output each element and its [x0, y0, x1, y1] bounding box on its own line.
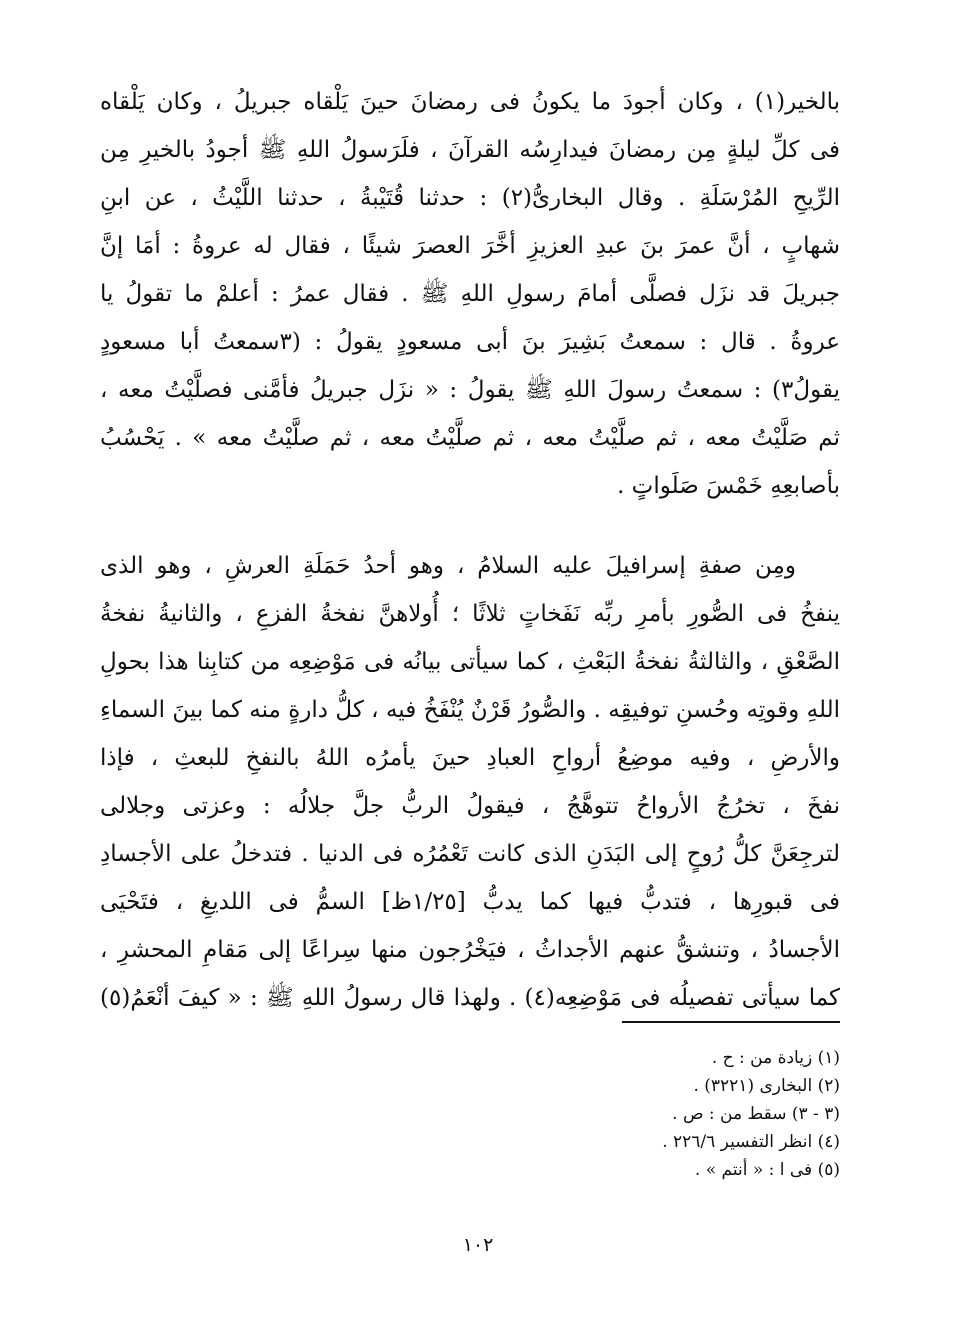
main-text: [100, 78, 840, 1022]
text-line: ومِن صفةِ إسرافيلَ عليه السلامُ ، وهو أحدُ حَمَلَةِ العرشِ ، وهو الذى: [100, 553, 796, 579]
text-line: فى قبورِها ، فتدبُّ فيها كما يدبُّ [١/٢٥ظ] السمُّ فى اللديغِ ، فتَحْيَى: [100, 889, 840, 915]
footnote-separator: [622, 1021, 840, 1023]
text-line: فى كلِّ ليلةٍ مِن رمضانَ فيدارِسُه القرآنَ ، فلَرَسولُ اللهِ ﷺ أجودُ بالخيرِ مِن: [100, 137, 840, 163]
footnote: (٥) فى ا : « أنتم » .: [694, 1160, 840, 1180]
text-line: والأرضِ ، وفيه موضِعُ أرواحِ العبادِ حينَ يأمرُه اللهُ بالنفخِ للبعثِ ، فإذا: [100, 745, 840, 771]
footnote: (٢) البخارى (٣٢٢١) .: [693, 1076, 840, 1096]
text-line: جبريلَ قد نزَل فصلَّى أمامَ رسولِ اللهِ ﷺ . فقال عمرُ : أعلمْ ما تقولُ يا: [100, 281, 840, 307]
text-line: نفخَ ، تخرُجُ الأرواحُ تتوهَّجُ ، فيقولُ الربُّ جلَّ جلالُه : وعزتى وجلالى: [100, 793, 840, 819]
footnote: (٤) انظر التفسير ٢٢٦/٦ .: [662, 1132, 840, 1152]
text-line: كما سيأتى تفصيلُه فى مَوْضِعِه(٤) . ولهذا قال رسولُ اللهِ ﷺ : « كيفَ أنْعَمُ(٥): [100, 985, 840, 1011]
text-line: بأصابعِهِ خَمْسَ صَلَواتٍ .: [617, 473, 840, 499]
text-line: اللهِ وقوتِه وحُسنِ توفيقِه . والصُّورُ قَرْنٌ يُنْفَخُ فيه ، كلُّ دارةٍ منه كما بينَ السماءِ: [100, 697, 840, 723]
text-line: عروةُ . قال : سمعتُ بَشِيرَ بنَ أبى مسعودٍ يقولُ : (٣سمعتُ أبا مسعودٍ: [100, 329, 840, 355]
footnote: (٣ - ٣) سقط من : ص .: [672, 1104, 840, 1124]
footnotes: [440, 1044, 840, 1184]
page-number: ١٠٢: [462, 1234, 494, 1256]
text-line: ينفخُ فى الصُّورِ بأمرِ ربِّه نَفَخاتٍ ثلاثًا ؛ أُولاهنَّ نفخةُ الفزعِ ، والثانيةُ نفخةُ: [100, 601, 840, 627]
footnote: (١) زيادة من : ح .: [711, 1048, 840, 1068]
text-line: الأجسادُ ، وتنشقُّ عنهم الأجداثُ ، فيَخْرُجون منها سِراعًا إلى مَقامِ المحشرِ ،: [100, 937, 840, 963]
text-line: بالخير(١) ، وكان أجودَ ما يكونُ فى رمضانَ حينَ يَلْقاه جبريلُ ، وكان يَلْقاه: [100, 89, 840, 115]
text-line: الصَّعْقِ ، والثالثةُ نفخةُ البَعْثِ ، كما سيأتى بيانُه فى مَوْضِعِه من كتابِنا هذا بحولِ: [100, 649, 840, 675]
text-line: شهابٍ ، أنَّ عمرَ بنَ عبدِ العزيزِ أخَّرَ العصرَ شيئًا ، فقال له عروةُ : أمَا إنَّ: [100, 233, 840, 259]
text-line: لترجِعَنَّ كلُّ رُوحٍ إلى البَدَنِ الذى كانت تَعْمُرُه فى الدنيا . فتدخلُ على الأجسادِ: [100, 841, 840, 867]
text-line: ثم صَلَّيْتُ معه ، ثم صلَّيْتُ معه ، ثم صلَّيْتُ معه ، ثم صلَّيْتُ معه » . يَحْسُبُ: [100, 425, 840, 451]
text-line: الرِّيحِ المُرْسَلَةِ . وقال البخارىُّ(٢) : حدثنا قُتَيْبةُ ، حدثنا اللَّيْثُ ، عن ابنِ: [100, 185, 840, 211]
text-line: يقولُ٣) : سمعتُ رسولَ اللهِ ﷺ يقولُ : « نزَل جبريلُ فأمَّنى فصلَّيْتُ معه ،: [100, 377, 840, 403]
paragraph-gap: [100, 510, 840, 542]
